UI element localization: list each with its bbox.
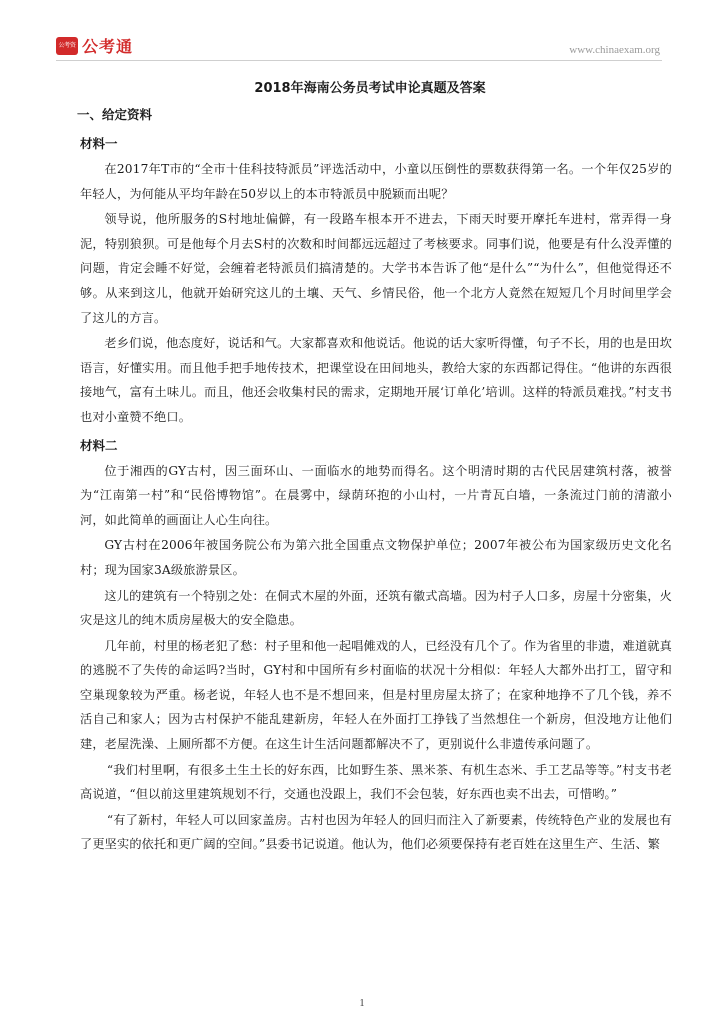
- material-2-paragraph: 这儿的建筑有一个特别之处：在侗式木屋的外面，还筑有徽式高墙。因为村子人口多，房屋十分密集，火灾是这儿的纯木质房屋极大的安全隐患。: [80, 588, 672, 628]
- document-title: 2018年海南公务员考试申论真题及答案: [254, 81, 486, 96]
- section-heading: 一、给定资料: [77, 107, 153, 122]
- logo[interactable]: [56, 34, 134, 67]
- material-1-heading: 材料一: [80, 136, 118, 151]
- material-2-paragraph: “我们村里啊，有很多土生土长的好东西，比如野生茶、黑米茶、有机生态米、手工艺品等等。”村支书老高说道，“但以前这里建筑规划不行，交通也没跟上，我们不会包装，好东西也卖不出去，可惜哟。”: [80, 762, 672, 802]
- logo-badge-icon: 公考资讯: [56, 37, 78, 55]
- logo-text: 公考通: [82, 37, 134, 56]
- page-header: [0, 0, 724, 67]
- material-2-paragraph: 几年前，村里的杨老犯了愁：村子里和他一起唱傩戏的人，已经没有几个了。作为省里的非遗，难道就真的逃脱不了失传的命运吗?当时，GY村和中国所有乡村面临的状况十分相似：年轻人大都外出打工，留守和空巢现象较为严重。杨老说，年轻人也不是不想回来，但是村里房屋太挤了；在家种地挣不了几个钱，养不活自己和家人；因为古村保护不能乱建新房，年轻人在外面打工挣钱了当然想住一个新房，但没地方让他们建，老屋洗澡、上厕所都不方便。在这生计生活问题都解决不了，更别说什么非遗传承问题了。: [80, 638, 672, 752]
- material-1-paragraph: 老乡们说，他态度好，说话和气。大家都喜欢和他说话。他说的话大家听得懂，句子不长，用的也是田坎语言，好懂实用。而且他手把手地传技术，把课堂设在田间地头，教给大家的东西都记得住。“他讲的东西很接地气，富有土味儿。而且，他还会收集村民的需求，定期地开展‘订单化’培训。这样的特派员难找。”村支书也对小童赞不绝口。: [80, 336, 672, 424]
- material-2-paragraph: GY古村在2006年被国务院公布为第六批全国重点文物保护单位；2007年被公布为国家级历史文化名村；现为国家3A级旅游景区。: [80, 538, 672, 577]
- material-2-heading: 材料二: [80, 437, 118, 453]
- site-url[interactable]: www.chinaexam.org: [569, 44, 660, 56]
- material-1-paragraph: 在2017年T市的“全市十佳科技特派员”评选活动中，小童以压倒性的票数获得第一名。一个年仅25岁的年轻人，为何能从平均年龄在50岁以上的本市特派员中脱颖而出呢？: [80, 162, 672, 201]
- document-body: [77, 76, 672, 858]
- header-divider: [56, 60, 662, 61]
- material-2-paragraph: “有了新村，年轻人可以回家盖房。古村也因为年轻人的回归而注入了新要素，传统特色产业的发展也有了更坚实的依托和更广阔的空间。”县委书记说道。他认为，他们必须要保持有老百姓在这里生产、生活、繁: [80, 812, 672, 852]
- material-2-paragraph: 位于湘西的GY古村，因三面环山、一面临水的地势而得名。这个明清时期的古代民居建筑村落，被誉为“江南第一村”和“民俗博物馆”。在晨雾中，绿荫环抱的小山村，一片青瓦白墙，一条流过门前的清澈小河，如此简单的画面让人心生向往。: [80, 463, 672, 527]
- page-number: 1: [359, 998, 365, 1009]
- material-1-paragraph: 领导说，他所服务的S村地址偏僻，有一段路车根本开不进去，下雨天时要开摩托车进村，常弄得一身泥，特别狼狈。可是他每个月去S村的次数和时间都远远超过了考核要求。同事们说，他要是有什么没弄懂的问题，肯定会睡不好觉，会缠着老特派员们搞清楚的。大学书本告诉了他“是什么”“为什么”，但他觉得还不够。从来到这儿，他就开始研究这儿的土壤、天气、乡情民俗，他一个北方人竟然在短短几个月时间里学会了这儿的方言。: [80, 212, 672, 325]
